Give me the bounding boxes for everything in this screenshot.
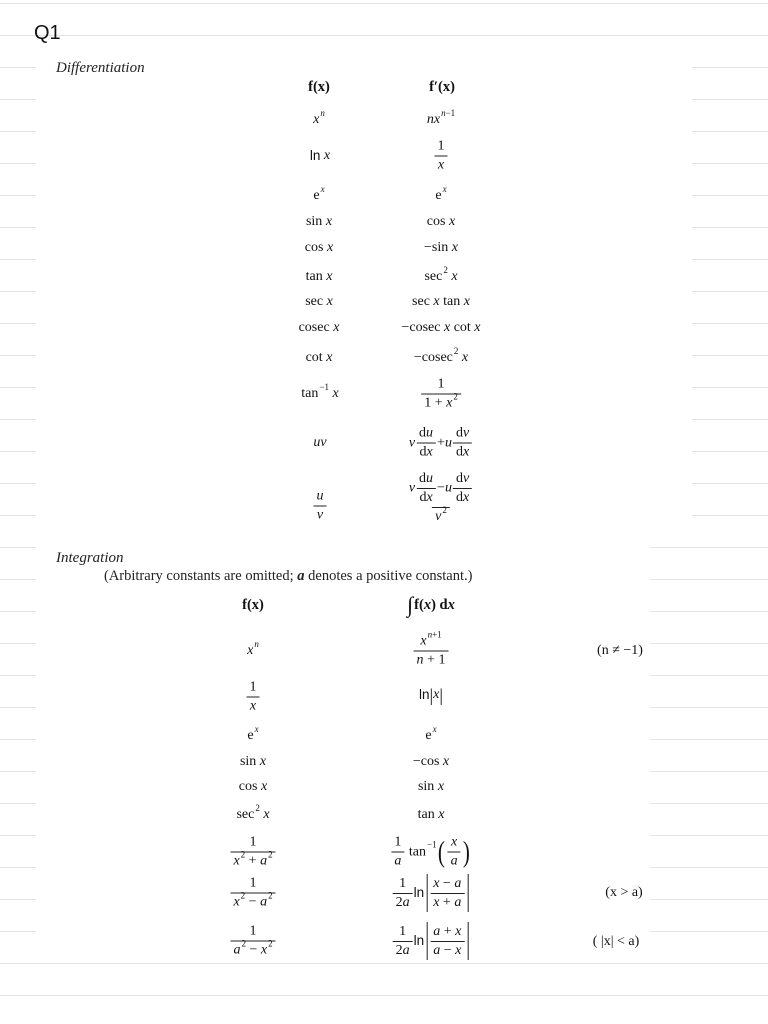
diff-row-9-df: −cosec $^2$ x — [413, 345, 469, 365]
diff-row-7-df: sec x tan x — [412, 294, 470, 309]
int-row-4-int: −cos x — [412, 754, 450, 769]
diff-row-8-f: cosec x — [298, 320, 340, 335]
int-row-5-f: cos x — [238, 779, 268, 794]
diff-row-6-df: sec $^2$ x — [424, 264, 458, 284]
question-label: Q1 — [34, 22, 61, 44]
diff-row-3-f: e $^x$ — [313, 183, 325, 203]
diff-row-4-f: sin x — [305, 214, 333, 229]
integration-title: Integration — [56, 550, 124, 566]
diff-row-7-f: sec x — [305, 294, 333, 309]
diff-row-2-f: ln x — [309, 148, 331, 164]
int-row-3-int: e $^x$ — [425, 723, 437, 743]
diff-row-9-f: cot x — [305, 350, 333, 365]
diff-row-10-df: $\frac{1}{1 + x^2}$ — [420, 378, 462, 411]
diff-row-10-f: tan $^{-1}$ x — [301, 381, 339, 401]
int-row-8-condition: (x > a) — [605, 885, 643, 900]
int-row-1-f: x $^n$ — [247, 638, 259, 658]
int-row-5-int: sin x — [417, 779, 445, 794]
diff-row-4-df: cos x — [426, 214, 456, 229]
int-row-6-f: sec $^2$ x — [236, 802, 270, 822]
diff-row-11-f: uv — [313, 435, 327, 450]
int-row-8-int: $\frac{1}{2a}$ ln $\frac{x - a}{x + a}$ — [392, 874, 471, 912]
int-row-2-f: $\frac{1}{x}$ — [246, 681, 261, 714]
diff-row-5-f: cos x — [304, 240, 334, 255]
int-row-9-int: $\frac{1}{2a}$ ln $\frac{a + x}{a - x}$ — [392, 922, 471, 960]
int-row-6-int: tan x — [417, 807, 445, 822]
differentiation-table-sheet — [36, 48, 692, 532]
diff-col-f-header: f(x) — [308, 78, 330, 95]
int-row-3-f: e $^x$ — [247, 723, 259, 743]
diff-row-3-df: e $^x$ — [435, 183, 447, 203]
int-row-9-f: $\frac{1}{a^2 - x^2}$ — [229, 925, 276, 958]
diff-row-12-df: v $\frac{du}{dx}$ −u $\frac{dv}{dx}$ $v^2$ — [405, 472, 477, 524]
int-row-7-int: $\frac{1}{a}$ tan $^{-1}$ ( $\frac{x}{a}$ ) — [390, 836, 471, 869]
diff-row-12-f: $\frac{u}{v}$ — [313, 490, 328, 523]
int-row-1-int: $\frac{x^{n+1}}{n + 1}$ — [413, 635, 450, 668]
diff-row-1-df: nx $^{n -1}$ — [426, 107, 456, 127]
diff-row-2-df: $\frac{1}{x}$ — [434, 140, 449, 173]
int-row-7-f: $\frac{1}{x^2 + a^2}$ — [229, 836, 276, 869]
int-row-9-condition: ( |x| < a) — [592, 934, 640, 949]
diff-row-5-df: −sin x — [424, 240, 458, 255]
integration-table-sheet — [36, 540, 650, 962]
diff-col-df-header: f′(x) — [429, 78, 455, 95]
int-col-f-header: f(x) — [242, 596, 264, 613]
diff-row-11-df: v $\frac{du}{dx}$ + u $\frac{dv}{dx}$ — [409, 427, 473, 460]
int-row-8-f: $\frac{1}{x^2 - a^2}$ — [229, 877, 276, 910]
int-col-int-header: ∫ f(x) dx — [407, 592, 455, 617]
diff-row-6-f: tan x — [305, 269, 333, 284]
diff-row-8-df: −cosec x cot x — [401, 320, 481, 335]
diff-row-1-f: x $^n$ — [313, 107, 325, 127]
differentiation-title: Differentiation — [56, 60, 145, 76]
int-row-1-condition: (n ≠ −1) — [597, 643, 643, 658]
integration-note: (Arbitrary constants are omitted; a denotes a positive constant.) — [104, 568, 473, 584]
int-row-2-int: ln | x | — [419, 685, 443, 705]
int-row-4-f: sin x — [239, 754, 267, 769]
